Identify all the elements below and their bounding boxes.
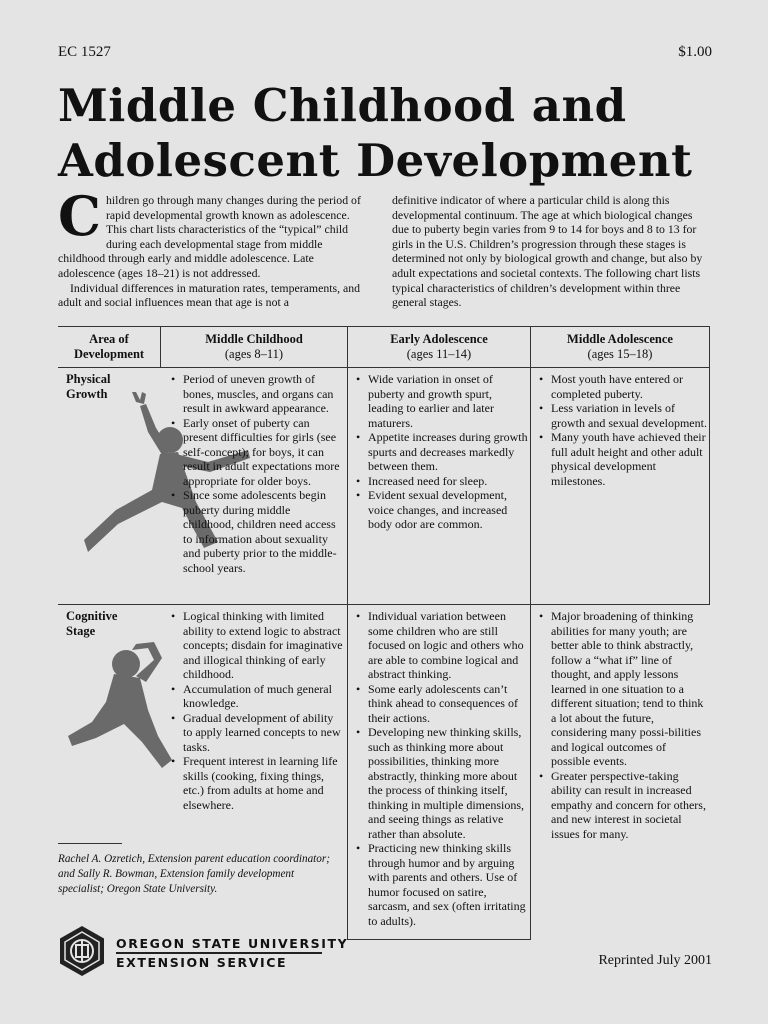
row-label-cognitive: Cognitive [66,609,118,623]
list-item: • Some early adolescents can’t think ahead to consequences of their actions. [353,682,528,726]
org-service: EXTENSION SERVICE [116,955,288,970]
header-area-sub: Development [73,347,145,361]
table-row-rule [58,604,710,605]
cognitive-middle-childhood-list [168,609,344,812]
list-item: • Appetite increases during growth spurts and decreases markedly between them. [353,430,528,474]
list-item: • Since some adolescents begin puberty during middle childhood, children need access to information about sexuality and puberty prior to the middle-school years. [168,488,344,575]
intro-paragraph-1 [58,184,372,281]
price: $1.00 [678,44,712,60]
header-early-adolescence [348,332,530,362]
list-item: • Period of uneven growth of bones, muscles, and organs can result in awkward appearance. [168,372,344,416]
row-label-cognitive-stage [66,609,117,639]
author-credits: Rachel A. Ozretich, Extension parent education coordinator; and Sally R. Bowman, Extension family development specialist; Oregon State University. [58,853,330,895]
list-item: • Developing new thinking skills, such as thinking more about possibilities, thinking more abstractly, thinking more about the process of thinking itself, thinking in multiple dimensions, and seeing things as relative rather than absolute. [353,725,528,841]
list-item: • Frequent interest in learning life skills (cooking, fixing things, etc.) from adults at home and elsewhere. [168,754,344,812]
list-item: • Major broadening of thinking abilities for many youth; are better able to think abstractly, follow a “what if” line of thought, and apply lessons learned in one situation to a different situation; tend to think a lot about the future, considering many possi-bilities and logical outcomes of possible events. [536,609,708,769]
list-item: • Greater perspective-taking ability can result in increased empathy and concern for others, and new interest in societal issues for many. [536,769,708,842]
list-item: • Evident sexual development, voice changes, and increased body odor are common. [353,488,528,532]
list-item: • Logical thinking with limited ability to extend logic to abstract concepts; disdain for imaginative and illogical thinking of early childhood. [168,609,344,682]
header-area [58,332,160,362]
page-title [58,78,692,188]
list-item: • Gradual development of ability to apply learned concepts to new tasks. [168,711,344,755]
intro-paragraph-3: definitive indicator of where a particular child is along this developmental continuum. The age at which biological changes due to puberty begin varies from 9 to 14 for boys and 8 to 13 for girls in the U.S. Children’s progression through these stages is determined not only by biological growth and change, but also by adult expectations and societal contexts. The following chart lists typical characteristics of children’s development within three general stages. [392,193,703,310]
table-bottom-rule [347,939,531,940]
authors-rule [58,843,122,844]
table-top-rule [58,326,710,327]
header-middle-childhood-title: Middle Childhood [205,332,303,346]
table-header-rule [58,367,710,368]
row-label-stage: Stage [66,624,96,638]
row-label-growth: Growth [66,387,108,401]
publication-code: EC 1527 [58,44,111,60]
table-right-rule [709,326,710,605]
intro-left-column [58,184,372,310]
list-item: • Individual variation between some children who are still focused on logic and others who are able to combine logical and abstract thinking. [353,609,528,682]
org-name: OREGON STATE UNIVERSITY [116,936,349,951]
header-middle-childhood [161,332,347,362]
header-middle-adolescence-title: Middle Adolescence [567,332,673,346]
row-label-physical: Physical [66,372,111,386]
header-middle-adolescence-ages: (ages 15–18) [587,347,653,361]
list-item: • Early onset of puberty can present difficulties for girls (see self-concept); for boys, it can result in adult expectations more appropriate for older boys. [168,416,344,489]
list-item: • Accumulation of much general knowledge. [168,682,344,711]
thinking-child-figure [62,640,182,780]
intro-right-column [392,193,710,310]
cognitive-middle-adolescence-list [536,609,708,841]
header-early-adolescence-ages: (ages 11–14) [406,347,472,361]
header-middle-adolescence [531,332,709,362]
list-item: • Most youth have entered or completed puberty. [536,372,708,401]
reprint-date: Reprinted July 2001 [598,953,712,968]
intro-paragraph-1-text: hildren go through many changes during the period of rapid developmental growth known as adolescence. This chart lists characteristics of the “typical” child during each developmental stage from middle childhood through early and middle adolescence. Late adolescence (ages 18–21) is not addressed. [58,193,361,280]
list-item: • Practicing new thinking skills through humor and by arguing with parents and others. Use of humor focused on satire, sarcasm, and sex (often irritating to adults). [353,841,528,928]
cognitive-early-adolescence-list [353,609,528,928]
physical-middle-childhood-list [168,372,344,575]
list-item: • Increased need for sleep. [353,474,528,489]
title-line-1: Middle Childhood and [58,79,627,132]
list-item: • Wide variation in onset of puberty and growth spurt, leading to earlier and later maturers. [353,372,528,430]
list-item: • Less variation in levels of growth and sexual development. [536,401,708,430]
physical-middle-adolescence-list [536,372,708,488]
list-item: • Many youth have achieved their full adult height and other adult physical development milestones. [536,430,708,488]
header-area-title: Area of [89,332,129,346]
org-rule [116,952,322,954]
drop-cap: C [58,184,101,248]
intro-paragraph-2: Individual differences in maturation rates, temperaments, and adult and social influences mean that age is not a [58,280,361,310]
table-col-rule-3 [530,326,531,940]
header-early-adolescence-title: Early Adolescence [390,332,488,346]
physical-early-adolescence-list [353,372,528,532]
table-col-rule-2 [347,326,348,940]
header-middle-childhood-ages: (ages 8–11) [224,347,284,361]
osu-extension-logo-icon [56,925,108,977]
title-line-2: Adolescent Development [58,134,693,187]
